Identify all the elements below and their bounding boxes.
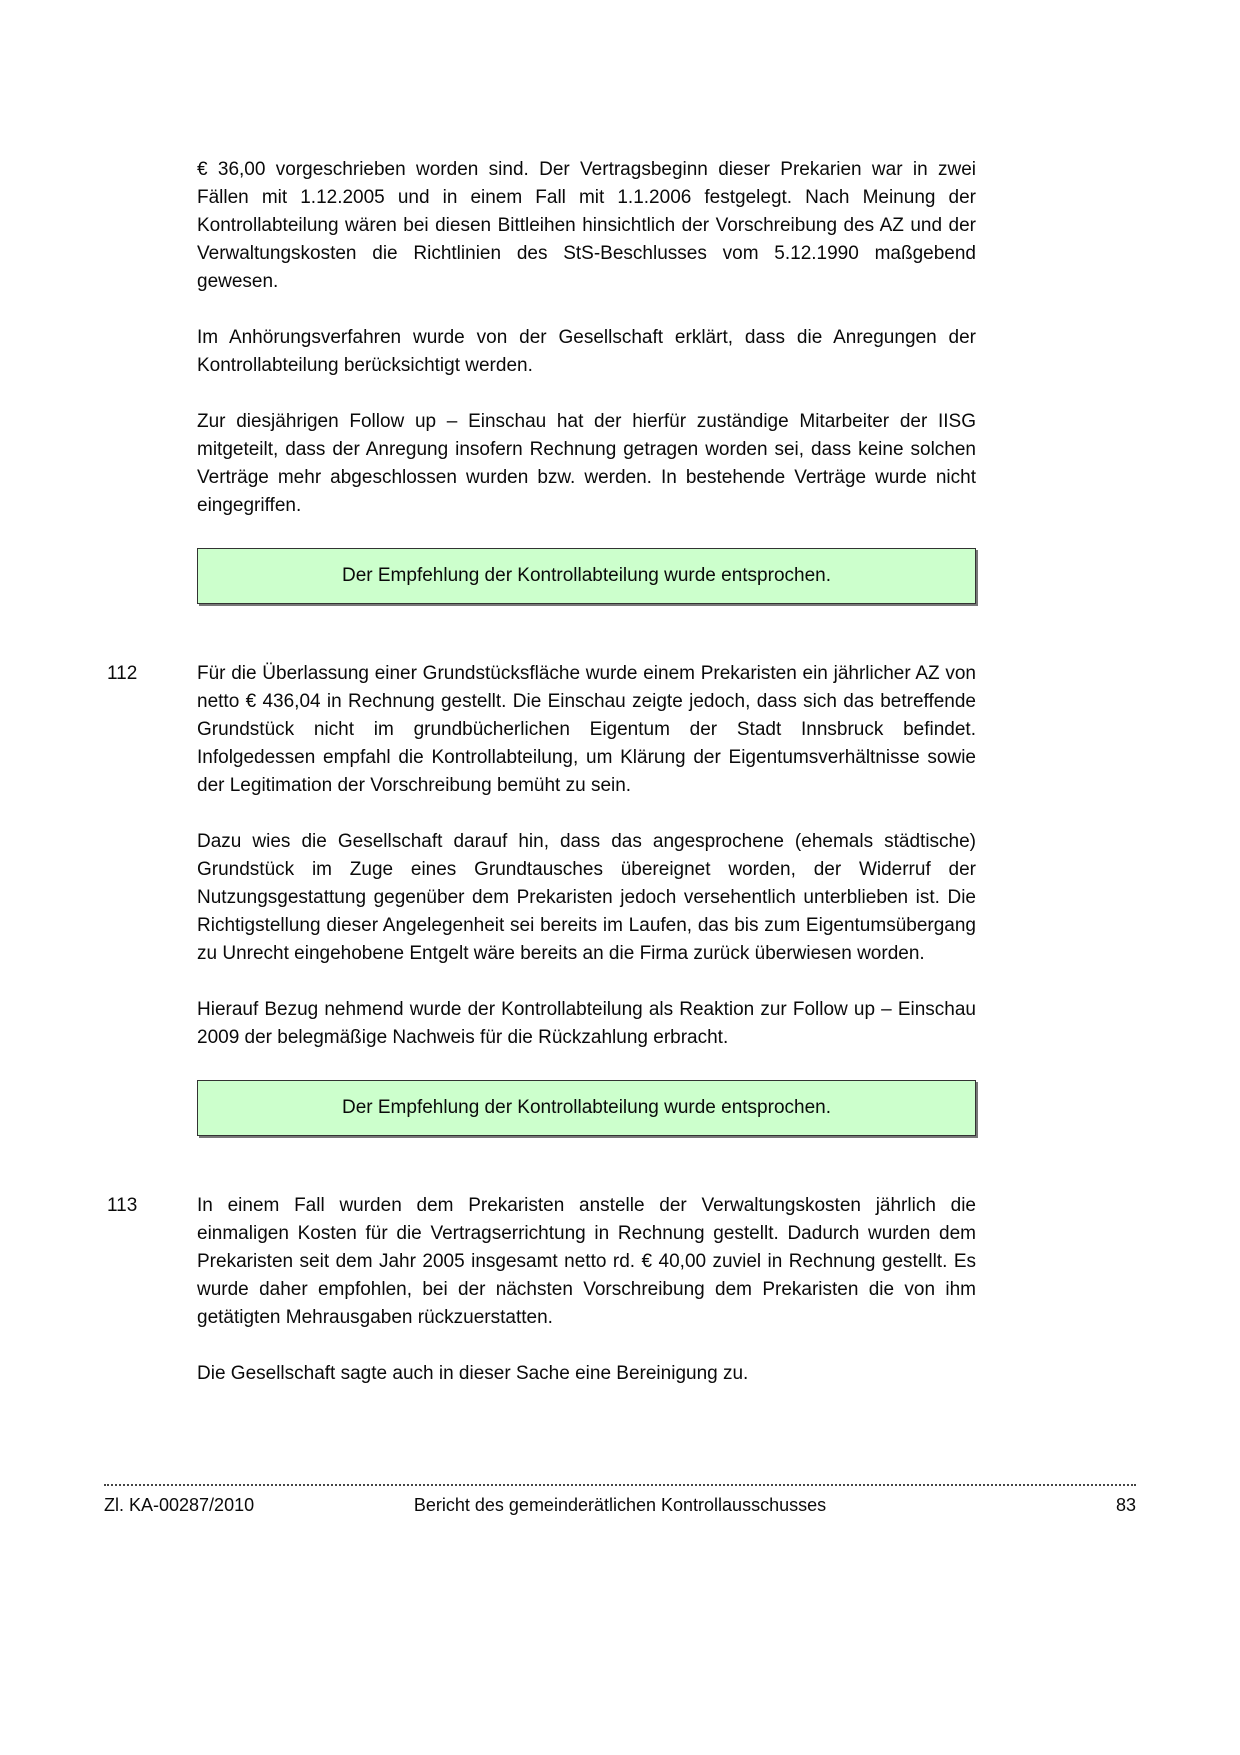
section-112-number: 112: [107, 663, 138, 684]
section-112-paragraph-3: Hierauf Bezug nehmend wurde der Kontrollabteilung als Reaktion zur Follow up – Einschau 2009 der belegmäßige Nachweis für die Rückzahlung erbracht.: [197, 999, 976, 1048]
recommendation-box-1: [197, 548, 976, 604]
intro-paragraph-3: Zur diesjährigen Follow up – Einschau hat der hierfür zuständige Mitarbeiter der IISG mitgeteilt, dass der Anregung insofern Rechnung getragen worden sei, dass keine solchen Verträge mehr abgeschlossen wurden bzw. werden. In bestehende Verträge wurde nicht eingegriffen.: [197, 411, 976, 516]
recommendation-box-1-text: Der Empfehlung der Kontrollabteilung wurde entsprochen.: [341, 565, 832, 586]
footer-title: Bericht des gemeinderätlichen Kontrollausschusses: [413, 1495, 827, 1515]
section-113: [107, 1192, 976, 1388]
footer-page-number: 83: [1115, 1495, 1136, 1515]
section-113-number: 113: [107, 1195, 138, 1216]
page-footer: [104, 1484, 1136, 1516]
recommendation-box-2: [197, 1080, 976, 1136]
footer-reference: Zl. KA-00287/2010: [104, 1495, 255, 1515]
section-112-paragraph-1: Für die Überlassung einer Grundstücksfläche wurde einem Prekaristen ein jährlicher AZ von netto € 436,04 in Rechnung gestellt. Die Einschau zeigte jedoch, dass sich das betreffende Grundstück nicht im grundbücherlichen Eigentum der Stadt Innsbruck befindet. Infolgedessen empfahl die Kontrollabteilung, um Klärung der Eigentumsverhältnisse sowie der Legitimation der Vorschreibung bemüht zu sein.: [197, 663, 976, 796]
intro-paragraph-2: Im Anhörungsverfahren wurde von der Gesellschaft erklärt, dass die Anregungen der Kontrollabteilung berücksichtigt werden.: [197, 327, 976, 376]
intro-paragraph-1: € 36,00 vorgeschrieben worden sind. Der Vertragsbeginn dieser Prekarien war in zwei Fällen mit 1.12.2005 und in einem Fall mit 1.1.2006 festgelegt. Nach Meinung der Kontrollabteilung wären bei diesen Bittleihen hinsichtlich der Vorschreibung des AZ und der Verwaltungskosten die Richtlinien des StS-Beschlusses vom 5.12.1990 maßgebend gewesen.: [197, 159, 976, 292]
section-112: [107, 660, 976, 1136]
document-content: [107, 156, 976, 1416]
section-113-paragraph-2: Die Gesellschaft sagte auch in dieser Sache eine Bereinigung zu.: [197, 1363, 749, 1384]
recommendation-box-2-text: Der Empfehlung der Kontrollabteilung wurde entsprochen.: [341, 1097, 832, 1118]
section-113-paragraph-1: In einem Fall wurden dem Prekaristen anstelle der Verwaltungskosten jährlich die einmaligen Kosten für die Vertragserrichtung in Rechnung gestellt. Dadurch wurden dem Prekaristen seit dem Jahr 2005 insgesamt netto rd. € 40,00 zuviel in Rechnung gestellt. Es wurde daher empfohlen, bei der nächsten Vorschreibung dem Prekaristen die von ihm getätigten Mehrausgaben rückzuerstatten.: [197, 1195, 976, 1328]
section-112-paragraph-2: Dazu wies die Gesellschaft darauf hin, dass das angesprochene (ehemals städtische) Grundstück im Zuge eines Grundtausches übereignet worden, der Widerruf der Nutzungsgestattung gegenüber dem Prekaristen jedoch versehentlich unterblieben ist. Die Richtigstellung dieser Angelegenheit sei bereits im Laufen, das bis zum Eigentumsübergang zu Unrecht eingehobene Entgelt wäre bereits an die Firma zurück überwiesen worden.: [197, 831, 976, 964]
